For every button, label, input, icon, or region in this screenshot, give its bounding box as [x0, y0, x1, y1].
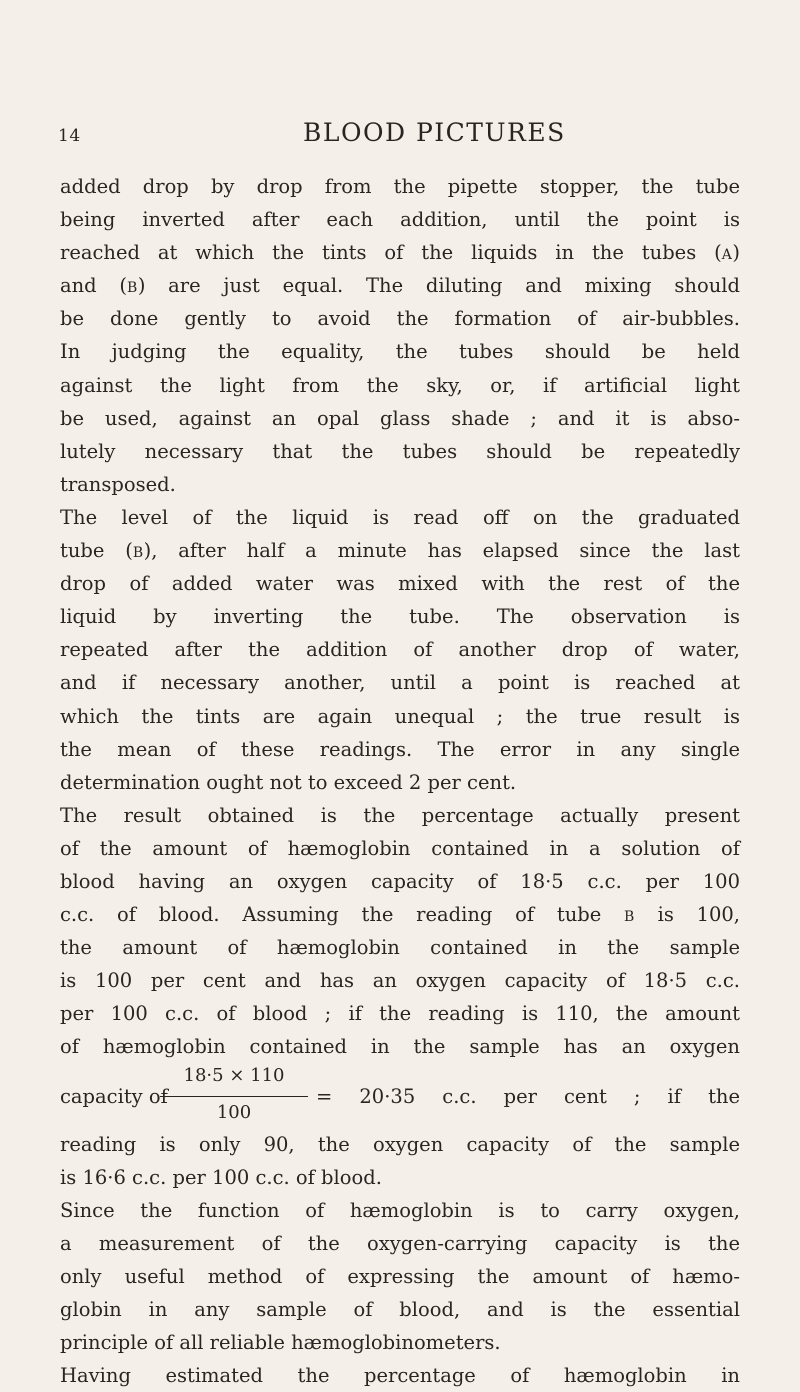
text-line: reading is only 90, the oxygen capacity of the sample	[60, 1132, 740, 1156]
formula-lead-text: capacity of	[60, 1084, 168, 1108]
text-line: Since the function of hæmoglobin is to carry oxygen,	[60, 1198, 740, 1222]
text-line: a measurement of the oxygen-carrying capacity is the	[60, 1231, 740, 1255]
text-line: The level of the liquid is read off on the graduated	[60, 505, 740, 529]
text-line: globin in any sample of blood, and is the essential	[60, 1298, 740, 1321]
tube-label: B	[127, 280, 138, 297]
text-line: reached at which the tints of the liquids in the tubes (A)	[60, 241, 740, 265]
oxygen-capacity-fraction	[160, 1064, 308, 1128]
text-line: lutely necessary that the tubes should be repeatedly	[60, 439, 740, 463]
running-title: BLOOD PICTURES	[303, 118, 566, 147]
text-line: blood having an oxygen capacity of 18·5 c.c. per 100	[60, 869, 740, 893]
text-line: the mean of these readings. The error in any single	[60, 737, 740, 761]
text-line: c.c. of blood. Assuming the reading of tube B is 100,	[60, 903, 740, 927]
body-text	[60, 170, 740, 1392]
text-line: being inverted after each addition, until the point is	[60, 208, 740, 232]
text-line: tube (B), after half a minute has elapsed since the last	[60, 539, 740, 563]
text-line: per 100 c.c. of blood ; if the reading is 110, the amount	[60, 1002, 740, 1026]
text-line: In judging the equality, the tubes should be held	[60, 340, 740, 364]
text-line: the amount of hæmoglobin contained in the sample	[60, 936, 740, 960]
text-line: be done gently to avoid the formation of air-bubbles.	[60, 307, 740, 331]
tube-label: B	[132, 545, 144, 562]
fraction-numerator: 18·5 × 110	[183, 1064, 285, 1086]
formula-trail-text: = 20·35 c.c. per cent ; if the	[316, 1084, 740, 1108]
text-line: drop of added water was mixed with the rest of the	[60, 572, 740, 596]
text-line: against the light from the sky, or, if artificial light	[60, 373, 740, 397]
text-line: is 16·6 c.c. per 100 c.c. of blood.	[60, 1165, 382, 1189]
text-line: is 100 per cent and has an oxygen capacity of 18·5 c.c.	[60, 969, 740, 993]
text-line: which the tints are again unequal ; the true result is	[60, 704, 740, 728]
text-line: liquid by inverting the tube. The observation is	[60, 605, 740, 629]
text-line: only useful method of expressing the amount of hæmo-	[60, 1264, 740, 1288]
text-line: principle of all reliable hæmoglobinometers.	[60, 1331, 501, 1355]
text-line: added drop by drop from the pipette stopper, the tube	[60, 175, 740, 198]
text-line: The result obtained is the percentage actually present	[60, 803, 740, 827]
fraction-denominator: 100	[216, 1101, 252, 1123]
text-line: determination ought not to exceed 2 per cent.	[60, 770, 517, 794]
formula-line	[60, 1064, 740, 1128]
text-line: of hæmoglobin contained in the sample has an oxygen	[60, 1035, 740, 1059]
page-number: 14	[58, 126, 81, 146]
tube-label: A	[721, 247, 733, 264]
fraction-bar	[160, 1096, 308, 1097]
text-line: be used, against an opal glass shade ; and it is abso-	[60, 406, 740, 430]
text-line: transposed.	[60, 472, 176, 496]
text-line: repeated after the addition of another drop of water,	[60, 638, 740, 662]
running-head	[58, 118, 748, 152]
tube-label: B	[624, 909, 635, 926]
text-line: Having estimated the percentage of hæmoglobin in	[60, 1364, 740, 1388]
text-line: of the amount of hæmoglobin contained in a solution of	[60, 836, 740, 860]
text-line: and (B) are just equal. The diluting and mixing should	[60, 274, 740, 298]
text-line: and if necessary another, until a point is reached at	[60, 671, 740, 695]
